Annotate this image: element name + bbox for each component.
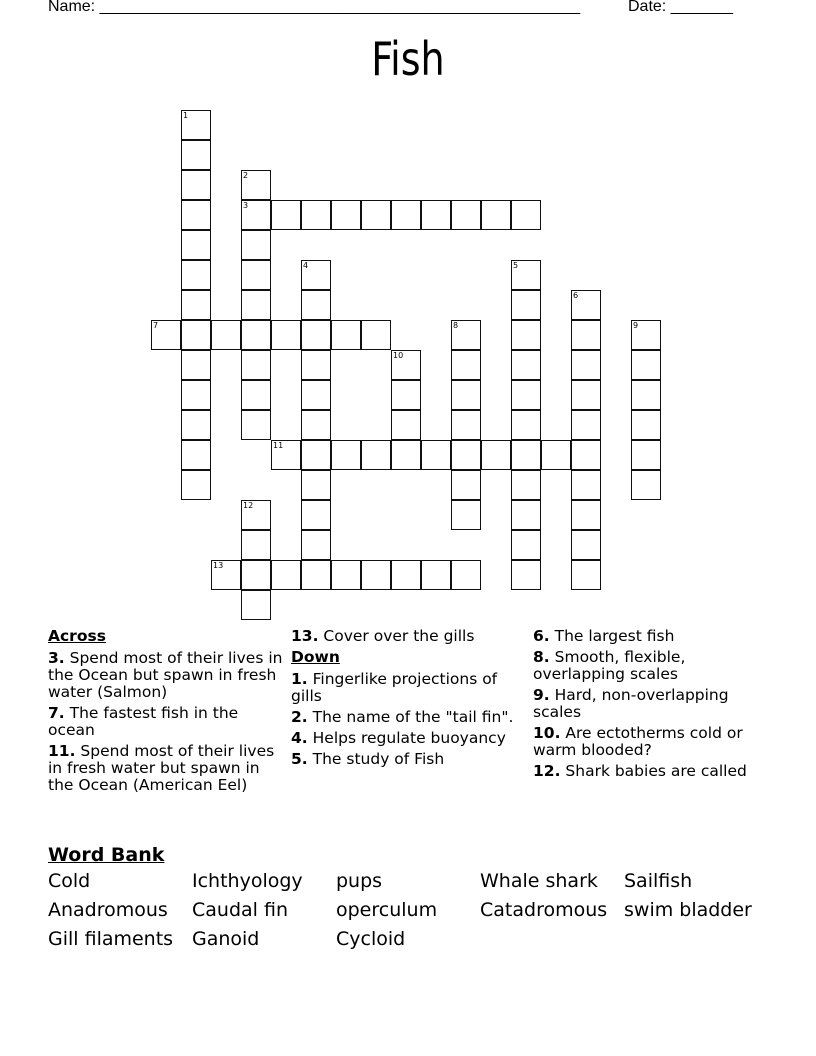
grid-cell[interactable] [361, 440, 391, 470]
clue-number: 4. [291, 729, 308, 747]
word-bank-item: operculum [336, 899, 438, 921]
grid-cell[interactable] [421, 560, 451, 590]
grid-cell[interactable] [361, 200, 391, 230]
grid-cell[interactable] [361, 560, 391, 590]
word-bank-item: Sailfish [624, 870, 693, 892]
clue-down-8 [533, 649, 773, 683]
grid-cell[interactable] [331, 200, 361, 230]
crossword-grid [151, 110, 691, 630]
grid-cell[interactable] [511, 500, 541, 530]
grid-cell[interactable] [421, 200, 451, 230]
grid-cell[interactable] [241, 380, 271, 410]
clue-text: Smooth, flexible, overlapping scales [533, 648, 686, 683]
grid-cell[interactable] [511, 290, 541, 320]
clue-down-10 [533, 725, 773, 759]
clue-number: 1. [291, 670, 308, 688]
grid-cell[interactable] [181, 230, 211, 260]
grid-cell[interactable] [631, 410, 661, 440]
grid-cell[interactable] [331, 440, 361, 470]
word-bank-title: Word Bank [48, 844, 165, 866]
grid-cell[interactable] [571, 350, 601, 380]
grid-cell[interactable] [241, 230, 271, 260]
clue-across-11 [48, 743, 283, 794]
grid-cell[interactable] [511, 470, 541, 500]
clue-number: 5. [291, 750, 308, 768]
cell-number: 1 [183, 111, 189, 120]
grid-cell[interactable] [301, 320, 331, 350]
grid-cell[interactable] [571, 320, 601, 350]
word-bank-item: Cold [48, 870, 91, 892]
grid-cell[interactable] [571, 530, 601, 560]
cell-number: 4 [303, 261, 309, 270]
grid-cell[interactable] [241, 500, 271, 530]
clue-across-3 [48, 650, 283, 701]
grid-cell[interactable] [331, 560, 361, 590]
name-field[interactable]: Name: ______________________________________________________ [48, 0, 581, 15]
grid-cell[interactable] [391, 200, 421, 230]
grid-cell[interactable] [511, 200, 541, 230]
grid-cell[interactable] [631, 440, 661, 470]
grid-cell[interactable] [301, 530, 331, 560]
grid-cell[interactable] [511, 260, 541, 290]
grid-cell[interactable] [451, 560, 481, 590]
cell-number: 6 [573, 291, 579, 300]
grid-cell[interactable] [181, 140, 211, 170]
clue-text: Fingerlike projections of gills [291, 670, 498, 705]
grid-cell[interactable] [451, 500, 481, 530]
grid-cell[interactable] [451, 470, 481, 500]
clue-down-4 [291, 730, 526, 747]
grid-cell[interactable] [271, 320, 301, 350]
cell-number: 8 [453, 321, 459, 330]
clue-text: Spend most of their lives in the Ocean but spawn in fresh water (Salmon) [48, 649, 283, 701]
clue-down-9 [533, 687, 773, 721]
grid-cell[interactable] [241, 260, 271, 290]
grid-cell[interactable] [181, 260, 211, 290]
grid-cell[interactable] [301, 560, 331, 590]
clues-column-3 [533, 628, 773, 784]
grid-cell[interactable] [451, 410, 481, 440]
clue-number: 6. [533, 627, 550, 645]
grid-cell[interactable] [511, 440, 541, 470]
down-heading: Down [291, 648, 340, 666]
clue-across-7 [48, 705, 283, 739]
word-bank-item: Anadromous [48, 899, 168, 921]
grid-cell[interactable] [271, 200, 301, 230]
grid-cell[interactable] [241, 560, 271, 590]
clue-number: 7. [48, 704, 65, 722]
grid-cell[interactable] [631, 380, 661, 410]
clue-down-2 [291, 709, 526, 726]
grid-cell[interactable] [241, 590, 271, 620]
word-bank-item: Catadromous [480, 899, 608, 921]
word-bank-item: Caudal fin [192, 899, 288, 921]
cell-number: 3 [243, 201, 249, 210]
grid-cell[interactable] [391, 410, 421, 440]
grid-cell[interactable] [511, 560, 541, 590]
word-bank-list [48, 870, 778, 950]
clue-number: 13. [291, 627, 319, 645]
grid-cell[interactable] [511, 320, 541, 350]
grid-cell[interactable] [241, 320, 271, 350]
grid-cell[interactable] [301, 500, 331, 530]
grid-cell[interactable] [181, 110, 211, 140]
cell-number: 10 [393, 351, 404, 360]
cell-number: 9 [633, 321, 639, 330]
grid-cell[interactable] [541, 440, 571, 470]
grid-cell[interactable] [181, 170, 211, 200]
grid-cell[interactable] [571, 440, 601, 470]
page-title: Fish [371, 32, 445, 86]
grid-cell[interactable] [481, 440, 511, 470]
date-field[interactable]: Date: _______ [628, 0, 733, 15]
clue-text: Helps regulate buoyancy [312, 729, 506, 747]
grid-cell[interactable] [271, 560, 301, 590]
grid-cell[interactable] [241, 290, 271, 320]
grid-cell[interactable] [181, 320, 211, 350]
clue-number: 9. [533, 686, 550, 704]
grid-cell[interactable] [301, 440, 331, 470]
grid-cell[interactable] [211, 560, 241, 590]
header-line [48, 0, 733, 16]
grid-cell[interactable] [181, 410, 211, 440]
grid-cell[interactable] [241, 200, 271, 230]
cell-number: 5 [513, 261, 519, 270]
clue-text: Spend most of their lives in fresh water but spawn in the Ocean (American Eel) [48, 742, 275, 794]
clue-number: 3. [48, 649, 65, 667]
grid-cell[interactable] [301, 350, 331, 380]
clue-number: 11. [48, 742, 76, 760]
grid-cell[interactable] [631, 470, 661, 500]
grid-cell[interactable] [271, 440, 301, 470]
grid-cell[interactable] [391, 350, 421, 380]
cell-number: 2 [243, 171, 249, 180]
grid-cell[interactable] [301, 380, 331, 410]
word-bank-item: pups [336, 870, 383, 892]
clue-text: The fastest fish in the ocean [48, 704, 239, 739]
cell-number: 7 [153, 321, 159, 330]
grid-cell[interactable] [571, 560, 601, 590]
word-bank-item: Ichthyology [192, 870, 303, 892]
grid-cell[interactable] [361, 320, 391, 350]
grid-cell[interactable] [301, 290, 331, 320]
clue-number: 10. [533, 724, 561, 742]
clue-text: The largest fish [554, 627, 675, 645]
word-bank-item: Cycloid [336, 928, 406, 950]
clue-number: 2. [291, 708, 308, 726]
word-bank-item: Gill filaments [48, 928, 174, 950]
grid-cell[interactable] [511, 530, 541, 560]
clue-text: Are ectotherms cold or warm blooded? [533, 724, 743, 759]
grid-cell[interactable] [511, 410, 541, 440]
cell-number: 11 [273, 441, 284, 450]
grid-cell[interactable] [391, 560, 421, 590]
clue-down-6 [533, 628, 773, 645]
grid-cell[interactable] [151, 320, 181, 350]
grid-cell[interactable] [391, 380, 421, 410]
word-bank-item: Whale shark [480, 870, 598, 892]
grid-cell[interactable] [301, 260, 331, 290]
grid-cell[interactable] [511, 350, 541, 380]
grid-cell[interactable] [391, 440, 421, 470]
grid-cell[interactable] [241, 530, 271, 560]
grid-cell[interactable] [571, 500, 601, 530]
cell-number: 12 [243, 501, 254, 510]
grid-cell[interactable] [631, 320, 661, 350]
grid-cell[interactable] [451, 440, 481, 470]
clue-text: Shark babies are called [565, 762, 747, 780]
clue-text: Cover over the gills [323, 627, 475, 645]
clue-number: 8. [533, 648, 550, 666]
grid-cell[interactable] [181, 440, 211, 470]
clue-text: The study of Fish [312, 750, 445, 768]
grid-cell[interactable] [571, 470, 601, 500]
grid-cell[interactable] [301, 200, 331, 230]
clues-column-1 [48, 628, 283, 798]
cell-number: 13 [213, 561, 224, 570]
grid-cell[interactable] [451, 380, 481, 410]
grid-cell[interactable] [331, 320, 361, 350]
grid-cell[interactable] [241, 170, 271, 200]
clue-down-12 [533, 763, 773, 780]
grid-cell[interactable] [181, 350, 211, 380]
word-bank-item: swim bladder [624, 899, 752, 921]
clues-column-2 [291, 628, 526, 772]
clue-text: Hard, non-overlapping scales [533, 686, 729, 721]
grid-cell[interactable] [451, 350, 481, 380]
clue-down-1 [291, 671, 526, 705]
grid-cell[interactable] [181, 200, 211, 230]
clue-down-5 [291, 751, 526, 768]
grid-cell[interactable] [181, 470, 211, 500]
grid-cell[interactable] [241, 410, 271, 440]
grid-cell[interactable] [451, 320, 481, 350]
grid-cell[interactable] [181, 380, 211, 410]
clue-text: The name of the "tail fin". [312, 708, 514, 726]
grid-cell[interactable] [211, 320, 241, 350]
clue-number: 12. [533, 762, 561, 780]
word-bank-item: Ganoid [192, 928, 260, 950]
grid-cell[interactable] [301, 410, 331, 440]
grid-cell[interactable] [481, 200, 511, 230]
grid-cell[interactable] [451, 200, 481, 230]
grid-cell[interactable] [181, 290, 211, 320]
across-heading: Across [48, 627, 106, 645]
grid-cell[interactable] [301, 470, 331, 500]
grid-cell[interactable] [241, 350, 271, 380]
grid-cell[interactable] [511, 380, 541, 410]
grid-cell[interactable] [631, 350, 661, 380]
grid-cell[interactable] [571, 290, 601, 320]
grid-cell[interactable] [571, 410, 601, 440]
word-bank [48, 844, 778, 950]
clue-across-13 [291, 628, 526, 645]
grid-cell[interactable] [421, 440, 451, 470]
grid-cell[interactable] [571, 380, 601, 410]
